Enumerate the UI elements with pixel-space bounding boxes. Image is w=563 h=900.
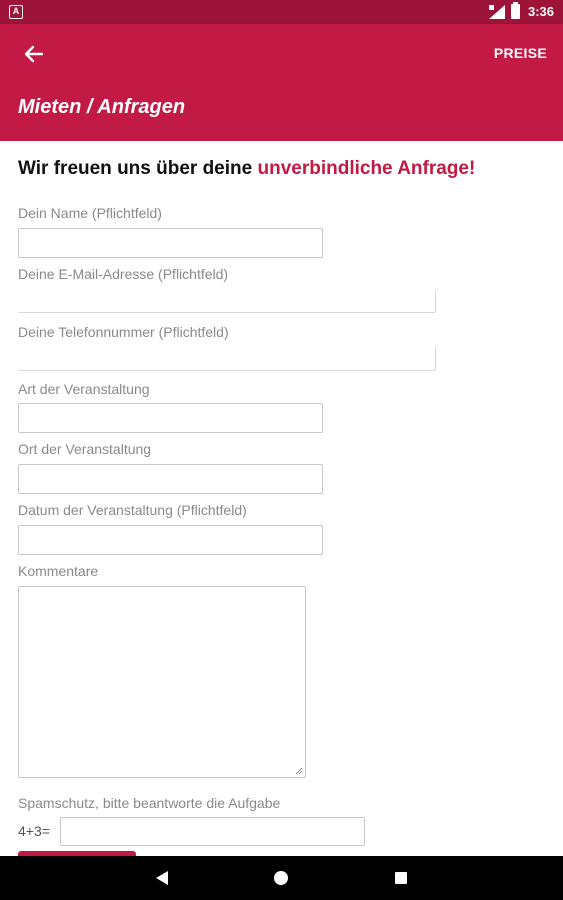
phone-input[interactable]	[18, 347, 436, 371]
battery-icon	[511, 4, 520, 19]
phone-label: Deine Telefonnummer (Pflichtfeld)	[18, 324, 229, 340]
signal-icon	[489, 5, 505, 19]
event-type-input[interactable]	[18, 403, 323, 433]
app-bar	[0, 24, 563, 141]
email-input[interactable]	[18, 289, 436, 313]
form-headline	[18, 158, 475, 180]
spam-label: Spamschutz, bitte beantworte die Aufgabe	[18, 795, 281, 811]
back-button[interactable]	[18, 40, 50, 68]
page-title: Mieten / Anfragen	[18, 96, 186, 118]
preise-button[interactable]: PREISE	[493, 45, 547, 61]
name-label: Dein Name (Pflichtfeld)	[18, 205, 162, 221]
event-type-label: Art der Veranstaltung	[18, 381, 150, 397]
event-date-label: Datum der Veranstaltung (Pflichtfeld)	[18, 502, 247, 518]
event-location-label: Ort der Veranstaltung	[18, 441, 152, 457]
status-bar	[0, 0, 563, 24]
resize-grip-icon[interactable]	[295, 767, 303, 775]
system-nav-bar	[0, 856, 563, 900]
spam-question: 4+3=	[18, 823, 50, 839]
headline-prefix: Wir freuen uns über deine	[18, 158, 258, 179]
event-date-input[interactable]	[18, 525, 323, 555]
status-time: 3:36	[528, 4, 555, 19]
spam-answer-input[interactable]	[60, 817, 365, 846]
comments-textarea[interactable]	[18, 586, 306, 778]
event-location-input[interactable]	[18, 464, 323, 494]
headline-accent: unverbindliche Anfrage!	[257, 158, 476, 179]
circle-home-icon[interactable]	[274, 871, 288, 885]
triangle-back-icon[interactable]	[156, 871, 168, 885]
name-input[interactable]	[18, 228, 323, 258]
square-recents-icon[interactable]	[395, 872, 407, 884]
inquiry-form	[0, 141, 563, 856]
email-label: Deine E-Mail-Adresse (Pflichtfeld)	[18, 266, 229, 282]
arrow-left-icon	[24, 44, 44, 64]
comments-label: Kommentare	[18, 563, 99, 579]
a-box-icon: A	[9, 5, 23, 19]
